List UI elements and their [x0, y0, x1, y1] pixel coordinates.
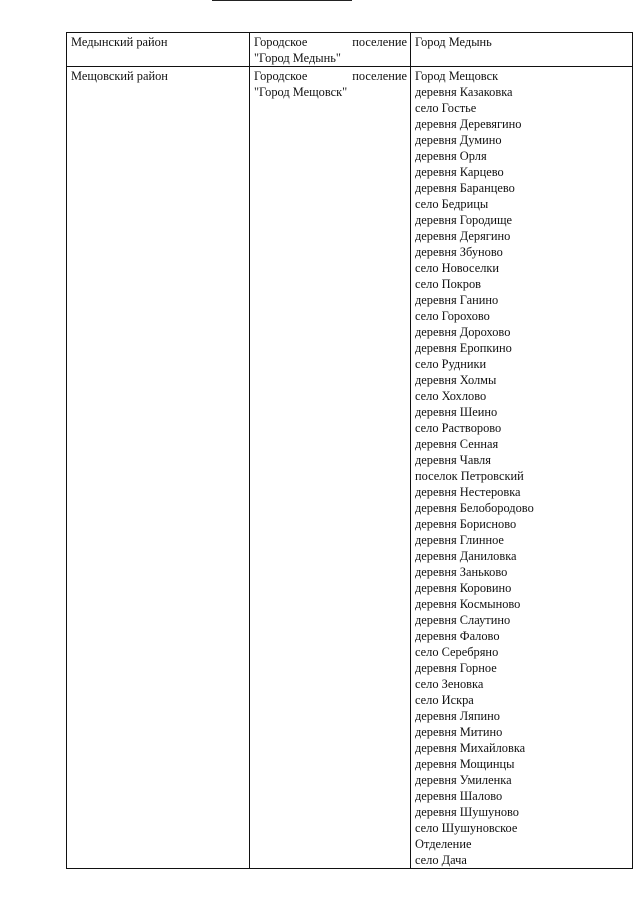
- settlement-cell: [250, 67, 411, 869]
- list-item: деревня Умиленка: [415, 773, 512, 787]
- list-item: деревня Шеино: [415, 405, 498, 419]
- settlement-word: поселение: [352, 35, 407, 49]
- list-item: Отделение: [415, 837, 472, 851]
- list-item: село Зеновка: [415, 677, 484, 691]
- list-item: деревня Збуново: [415, 245, 503, 259]
- settlement-name: "Город Мещовск": [254, 85, 348, 99]
- list-item: деревня Митино: [415, 725, 503, 739]
- settlement-line: [254, 34, 407, 50]
- list-item: село Растворово: [415, 421, 502, 435]
- list-item: деревня Шушуново: [415, 805, 519, 819]
- list-item: село Шушуновское: [415, 821, 518, 835]
- list-item: деревня Орля: [415, 149, 487, 163]
- list-item: деревня Глинное: [415, 533, 504, 547]
- settlement-word: поселение: [352, 69, 407, 83]
- list-item: деревня Даниловка: [415, 549, 517, 563]
- settlement-type: Городское: [254, 69, 308, 83]
- localities-cell: [411, 33, 633, 67]
- list-item: деревня Белобородово: [415, 501, 534, 515]
- list-item: деревня Коровино: [415, 581, 512, 595]
- settlement-name: "Город Медынь": [254, 51, 341, 65]
- list-item: село Новоселки: [415, 261, 500, 275]
- localities-cell: [411, 67, 633, 869]
- list-item: деревня Холмы: [415, 373, 497, 387]
- list-item: деревня Казаковка: [415, 85, 513, 99]
- list-item: деревня Заньково: [415, 565, 508, 579]
- list-item: деревня Карцево: [415, 165, 504, 179]
- list-item: село Искра: [415, 693, 474, 707]
- list-item: Город Мещовск: [415, 69, 499, 83]
- district-cell: [67, 67, 250, 869]
- district-name: Мещовский район: [71, 69, 168, 83]
- list-item: деревня Шалово: [415, 789, 503, 803]
- list-item: деревня Дорохово: [415, 325, 511, 339]
- list-item: деревня Космыново: [415, 597, 521, 611]
- list-item: село Горохово: [415, 309, 490, 323]
- district-name: Медынский район: [71, 35, 168, 49]
- top-rule: [212, 0, 352, 1]
- localities-list: [415, 34, 629, 50]
- list-item: деревня Городище: [415, 213, 513, 227]
- list-item: деревня Фалово: [415, 629, 500, 643]
- list-item: деревня Деревягино: [415, 117, 522, 131]
- settlement-cell: [250, 33, 411, 67]
- list-item: село Бедрицы: [415, 197, 489, 211]
- list-item: деревня Мощинцы: [415, 757, 515, 771]
- list-item: деревня Баранцево: [415, 181, 515, 195]
- list-item: село Хохлово: [415, 389, 487, 403]
- list-item: село Дача: [415, 853, 467, 867]
- list-item: деревня Слаутино: [415, 613, 511, 627]
- list-item: деревня Ганино: [415, 293, 499, 307]
- table-row: [67, 67, 633, 869]
- list-item: деревня Еропкино: [415, 341, 512, 355]
- list-item: деревня Думино: [415, 133, 502, 147]
- list-item: деревня Нестеровка: [415, 485, 521, 499]
- district-cell: [67, 33, 250, 67]
- list-item: деревня Дерягино: [415, 229, 511, 243]
- settlement-type: Городское: [254, 35, 308, 49]
- list-item: деревня Горное: [415, 661, 497, 675]
- list-item: село Покров: [415, 277, 482, 291]
- list-item: поселок Петровский: [415, 469, 524, 483]
- list-item: Город Медынь: [415, 35, 492, 49]
- settlement-line: [254, 68, 407, 84]
- list-item: деревня Борисново: [415, 517, 517, 531]
- list-item: село Гостье: [415, 101, 477, 115]
- settlements-table: [66, 32, 633, 869]
- list-item: деревня Ляпино: [415, 709, 500, 723]
- localities-list: [415, 68, 629, 868]
- list-item: деревня Михайловка: [415, 741, 526, 755]
- table-row: [67, 33, 633, 67]
- list-item: село Рудники: [415, 357, 487, 371]
- list-item: село Серебряно: [415, 645, 499, 659]
- list-item: деревня Чавля: [415, 453, 491, 467]
- list-item: деревня Сенная: [415, 437, 499, 451]
